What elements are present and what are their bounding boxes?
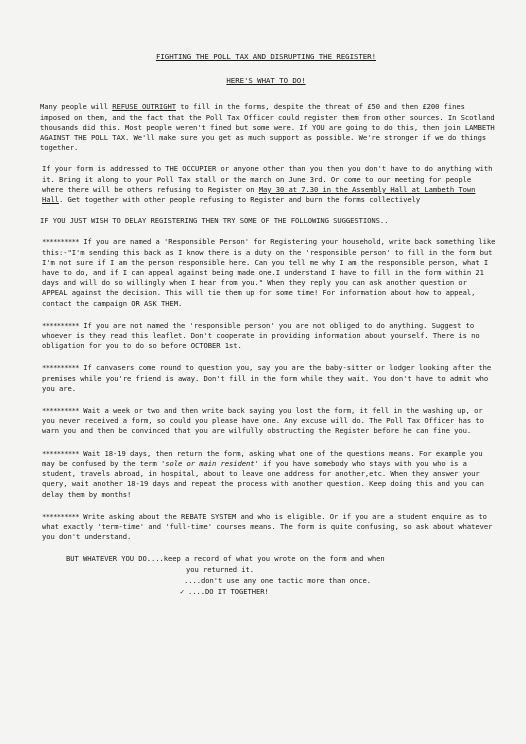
meeting-details-emphasis: May 30 at 7.30 in the Assembly Hall at Lambeth Town Hall <box>42 184 476 205</box>
suggestion-text: if you have somebody who stays with you who is a student, travels abroad, in hospital, about to leave one address for another,etc. When they answer your query, wait another 18-19 days and repeat the process with another question. Keep doing this and you can delay them by months! <box>42 458 484 499</box>
stars-marker: ********** <box>42 511 79 521</box>
closing-line: you returned it. <box>186 565 254 575</box>
suggestion-text: If canvasers come round to question you, say you are the baby-sitter or lodger looking after the premises while you're friend is away. Don't fill in the form while they wait. You don't have to admit who you are. <box>42 363 492 393</box>
suggestion-wait-days <box>36 449 496 500</box>
stars-marker: ********** <box>42 320 79 330</box>
sole-resident-term: 'sole or main resident' <box>160 458 259 468</box>
suggestion-not-named <box>36 321 496 352</box>
closing-line: ....don't use any one tactic more than once. <box>184 575 371 585</box>
stars-marker: ********** <box>42 448 79 458</box>
closing-line: BUT WHATEVER YOU DO....keep a record of what you wrote on the form and when <box>66 554 385 564</box>
stars-marker: ********** <box>42 406 79 416</box>
paragraph-refuse-outright <box>36 102 496 153</box>
paragraph-text: If your form is addressed to THE OCCUPIER or anyone other than you then you don't have to do anything with it. Bring it along to your Poll Tax stall or the march on June 3rd. Or come to our meeting for people where there will be others refusing to Register on <box>42 164 493 194</box>
suggestion-canvasers <box>36 363 496 394</box>
paragraph-text: Many people will <box>40 102 113 112</box>
closing-block <box>36 554 496 597</box>
suggestion-responsible-person <box>36 237 496 308</box>
suggestion-text: If you are not named the 'responsible person' you are not obliged to do anything. Suggest to whoever is they read this leaflet. Don't cooperate in providing information about yourself. There is no obligation for you to do so before OCTOBER 1st. <box>42 320 480 351</box>
suggestion-rebate <box>36 512 496 543</box>
suggestion-text: Write asking about the REBATE SYSTEM and who is eligible. Or if you are a student enquire as to what exactly 'term-time' and 'full-time' courses means. The form is quite confusing, so ask about whatever you don't understand. <box>42 511 493 542</box>
leaflet-subtitle: HERE'S WHAT TO DO! <box>226 76 306 86</box>
paragraph-delay-intro: IF YOU JUST WISH TO DELAY REGISTERING THEN TRY SOME OF THE FOLLOWING SUGGESTIONS.. <box>40 216 389 226</box>
refuse-outright-emphasis: REFUSE OUTRIGHT <box>112 102 176 112</box>
paragraph-occupier <box>36 164 496 205</box>
closing-text: ....DO IT TOGETHER! <box>188 586 269 596</box>
check-mark-icon: ✓ <box>180 586 185 596</box>
stars-marker: ********** <box>42 363 79 373</box>
suggestion-text: Wait a week or two and then write back saying you lost the form, it fell in the washing up, or you never received a form, so could you please have one. Any excuse will do. The Poll Tax Officer has to warn you and then be convinced that you are wilfully obstructing the Register before he can fine you. <box>42 406 484 436</box>
suggestion-lost-form <box>36 406 496 437</box>
suggestion-text: If you are named a 'Responsible Person' for Registering your household, write back something like this:-"I'm sending this back as I know there is a duty on the 'responsible person' to fill in the form but I'm not sure if I am the person responsible here. Can you tell me why I am the responsible person, what I have to do, and if I can appeal against being made one.I understand I have to fill in the form within 21 days and will do so willingly when I hear from you." When they reply you can ask another question or APPEAL against the decision. This will tie them up for some time! For information about how to appeal, contact the campaign OR ASK THEM. <box>42 237 496 308</box>
paragraph-text: to fill in the forms, despite the threat of £50 and then £200 fines imposed on them, and the fact that the Poll Tax Officer could register them from other sources. In Scotland thousands did this. Most people weren't fined but some were. If YOU are going to do this, then join LAMBETH AGAINST THE POLL TAX. We'll make sure you get as much support as possible. We're stronger if we do things together. <box>40 102 495 153</box>
closing-line-final <box>66 587 496 598</box>
suggestion-text: Wait 18-19 days, then return the form, asking what one of the questions means. For example you may be confused by the term <box>42 448 483 468</box>
paragraph-text: . Get together with other people refusing to Register and burn the forms collectively <box>59 195 421 205</box>
leaflet-title: FIGHTING THE POLL TAX AND DISRUPTING THE REGISTER! <box>156 52 376 61</box>
stars-marker: ********** <box>42 237 79 247</box>
